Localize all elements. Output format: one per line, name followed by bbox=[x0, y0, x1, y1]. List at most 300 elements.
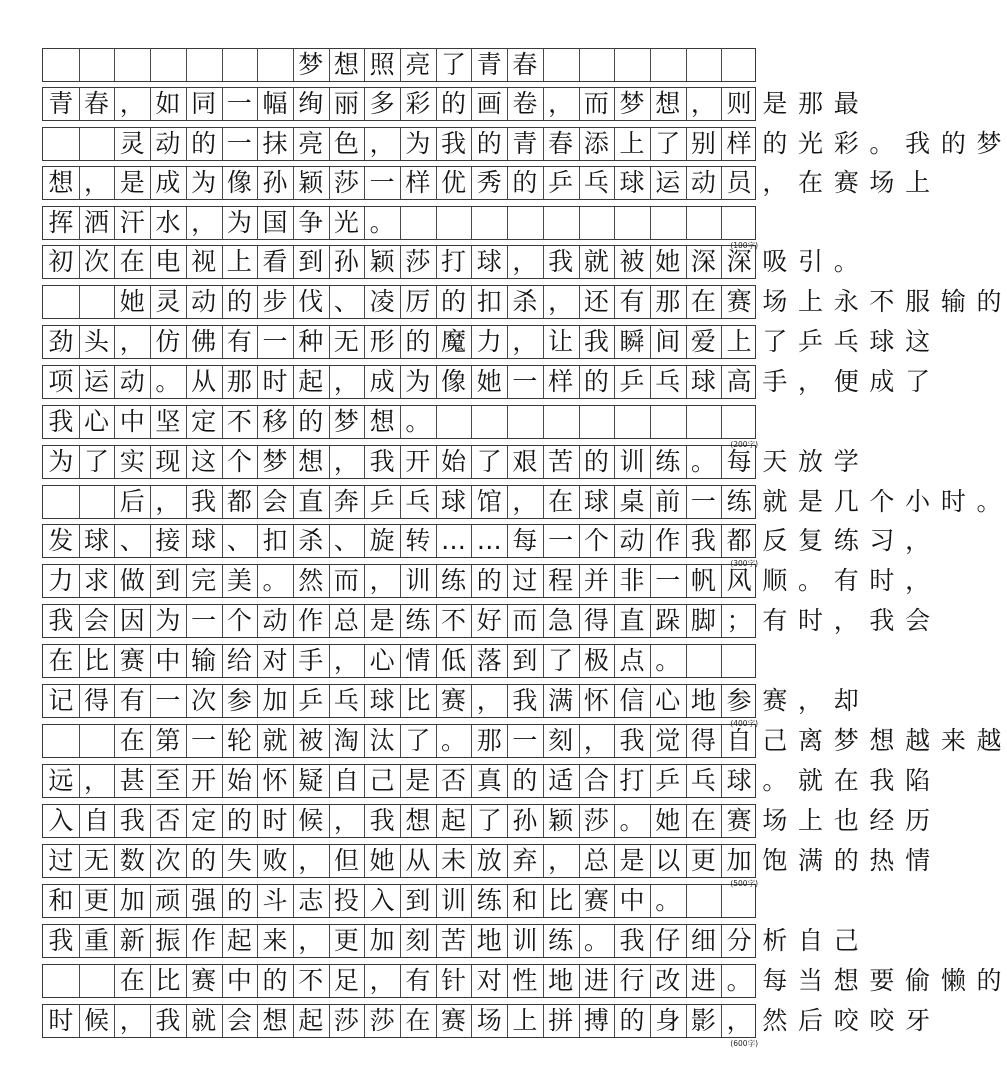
character-cell: 我 bbox=[191, 487, 217, 516]
character-cell: 加 bbox=[369, 926, 395, 955]
character-cell: 完 bbox=[191, 566, 217, 595]
text-row bbox=[42, 524, 931, 558]
character-cell: 照 bbox=[369, 50, 395, 79]
character-cell: ， bbox=[191, 208, 217, 237]
character-cell: 进 bbox=[583, 966, 609, 995]
character-cell: 每 bbox=[726, 447, 752, 476]
character-cell: 前 bbox=[655, 487, 681, 516]
character-cell: ， bbox=[119, 327, 145, 356]
character-cell: 次 bbox=[155, 846, 181, 875]
character-cell: 练 bbox=[441, 566, 467, 595]
character-cell: 。 bbox=[869, 129, 895, 158]
grid-line bbox=[650, 406, 651, 438]
character-cell: ， bbox=[369, 129, 395, 158]
character-cell: 瞬 bbox=[619, 327, 645, 356]
character-cell: 直 bbox=[298, 487, 324, 516]
character-cell: 的 bbox=[226, 287, 252, 316]
character-cell: 懒 bbox=[940, 966, 966, 995]
character-cell: 场 bbox=[762, 287, 788, 316]
character-cell: ， bbox=[512, 487, 538, 516]
character-cell: 杀 bbox=[298, 526, 324, 555]
character-cell: 时 bbox=[262, 367, 288, 396]
character-cell: 求 bbox=[84, 566, 110, 595]
title-row bbox=[42, 48, 756, 82]
character-cell: 训 bbox=[405, 566, 431, 595]
character-cell: 奔 bbox=[333, 487, 359, 516]
character-cell: 真 bbox=[476, 766, 502, 795]
character-cell: 陷 bbox=[905, 766, 931, 795]
character-cell: 动 bbox=[191, 287, 217, 316]
character-cell: 到 bbox=[155, 566, 181, 595]
character-cell: 我 bbox=[869, 766, 895, 795]
character-cell: 灵 bbox=[155, 287, 181, 316]
character-cell: 低 bbox=[441, 646, 467, 675]
character-cell: 练 bbox=[833, 526, 859, 555]
character-cell: 初 bbox=[48, 247, 74, 276]
character-cell: 也 bbox=[833, 806, 859, 835]
character-cell: 输 bbox=[940, 287, 966, 316]
character-cell: 败 bbox=[262, 846, 288, 875]
character-cell: 高 bbox=[726, 367, 752, 396]
character-cell: 参 bbox=[726, 686, 752, 715]
character-cell: 馆 bbox=[476, 487, 502, 516]
word-count-marker: (200字) bbox=[730, 440, 758, 449]
character-cell: 想 bbox=[369, 407, 395, 436]
character-cell: 然 bbox=[762, 1006, 788, 1035]
character-cell: 训 bbox=[619, 447, 645, 476]
character-cell: 不 bbox=[226, 407, 252, 436]
character-cell: 球 bbox=[191, 526, 217, 555]
character-cell: ， bbox=[583, 726, 609, 755]
character-cell: 来 bbox=[262, 926, 288, 955]
character-cell: 对 bbox=[262, 646, 288, 675]
character-cell: 第 bbox=[155, 726, 181, 755]
character-cell: 幅 bbox=[262, 89, 288, 118]
grid-line bbox=[79, 286, 80, 318]
character-cell: 。 bbox=[619, 806, 645, 835]
character-cell: 身 bbox=[655, 1006, 681, 1035]
character-cell: 是 bbox=[798, 487, 824, 516]
character-cell: 心 bbox=[84, 407, 110, 436]
character-cell: 时 bbox=[262, 806, 288, 835]
grid-line bbox=[400, 207, 401, 239]
character-cell: 起 bbox=[298, 367, 324, 396]
character-cell: 是 bbox=[405, 766, 431, 795]
character-cell: 抹 bbox=[262, 129, 288, 158]
character-cell: 开 bbox=[191, 766, 217, 795]
character-cell: 候 bbox=[84, 1006, 110, 1035]
character-cell: 从 bbox=[191, 367, 217, 396]
grid-line bbox=[257, 49, 258, 81]
character-cell: 更 bbox=[84, 886, 110, 915]
character-cell: 这 bbox=[191, 447, 217, 476]
character-cell: 球 bbox=[583, 487, 609, 516]
character-cell: 满 bbox=[798, 846, 824, 875]
character-cell: 想 bbox=[655, 89, 681, 118]
character-cell: 为 bbox=[155, 606, 181, 635]
character-cell: 的 bbox=[441, 287, 467, 316]
grid-line bbox=[721, 49, 722, 81]
character-cell: 了 bbox=[905, 367, 931, 396]
character-cell: 在 bbox=[119, 966, 145, 995]
character-cell: 数 bbox=[119, 846, 145, 875]
character-cell: 我 bbox=[512, 686, 538, 715]
character-cell: 绚 bbox=[298, 89, 324, 118]
character-cell: 而 bbox=[583, 89, 609, 118]
character-cell: 我 bbox=[369, 806, 395, 835]
character-cell: 发 bbox=[48, 526, 74, 555]
character-cell: 得 bbox=[583, 606, 609, 635]
character-cell: 偷 bbox=[905, 966, 931, 995]
character-cell: 始 bbox=[226, 766, 252, 795]
text-row bbox=[42, 924, 859, 958]
character-cell: 性 bbox=[512, 966, 538, 995]
word-count-marker: (400字) bbox=[730, 719, 758, 728]
character-cell: 过 bbox=[512, 566, 538, 595]
character-cell: 了 bbox=[655, 129, 681, 158]
grid-line bbox=[222, 49, 223, 81]
character-cell: 输 bbox=[191, 646, 217, 675]
text-row bbox=[42, 964, 1002, 998]
character-cell: 手 bbox=[298, 646, 324, 675]
grid-line bbox=[543, 207, 544, 239]
character-cell: ， bbox=[548, 287, 574, 316]
character-cell: 并 bbox=[583, 566, 609, 595]
character-cell: 美 bbox=[226, 566, 252, 595]
character-cell: 。 bbox=[798, 566, 824, 595]
character-cell: 了 bbox=[476, 806, 502, 835]
character-cell: 上 bbox=[619, 129, 645, 158]
character-cell: 怀 bbox=[262, 766, 288, 795]
character-cell: 孙 bbox=[512, 806, 538, 835]
character-cell: 从 bbox=[405, 846, 431, 875]
grid-line bbox=[79, 128, 80, 160]
character-cell: 加 bbox=[262, 686, 288, 715]
character-cell: 仿 bbox=[155, 327, 181, 356]
grid-line bbox=[721, 645, 722, 677]
character-cell: ， bbox=[298, 846, 324, 875]
character-cell: 否 bbox=[155, 806, 181, 835]
grid-line bbox=[471, 406, 472, 438]
character-cell: 转 bbox=[405, 526, 431, 555]
character-cell: 样 bbox=[726, 129, 752, 158]
character-cell: 光 bbox=[798, 129, 824, 158]
character-cell: 过 bbox=[48, 846, 74, 875]
character-cell: 在 bbox=[833, 766, 859, 795]
character-cell: 让 bbox=[548, 327, 574, 356]
character-cell: 的 bbox=[583, 367, 609, 396]
character-cell: 学 bbox=[833, 447, 859, 476]
character-cell: 为 bbox=[48, 447, 74, 476]
character-cell: 然 bbox=[298, 566, 324, 595]
character-cell: 得 bbox=[84, 686, 110, 715]
character-cell: 乒 bbox=[369, 487, 395, 516]
character-cell: 不 bbox=[869, 287, 895, 316]
grid-line bbox=[686, 406, 687, 438]
character-cell: 样 bbox=[548, 367, 574, 396]
character-cell: 优 bbox=[441, 168, 467, 197]
character-cell: 次 bbox=[191, 686, 217, 715]
character-cell: 那 bbox=[226, 367, 252, 396]
character-cell: 球 bbox=[690, 367, 716, 396]
character-cell: 颖 bbox=[298, 168, 324, 197]
character-cell: ， bbox=[333, 367, 359, 396]
character-cell: 我 bbox=[369, 447, 395, 476]
character-cell: 电 bbox=[155, 247, 181, 276]
character-cell: 每 bbox=[762, 966, 788, 995]
character-cell: 乒 bbox=[655, 766, 681, 795]
character-cell: … bbox=[441, 526, 467, 555]
grid-line bbox=[543, 49, 544, 81]
character-cell: 春 bbox=[548, 129, 574, 158]
character-cell: 种 bbox=[298, 327, 324, 356]
character-cell: 有 bbox=[833, 566, 859, 595]
character-cell: 就 bbox=[798, 766, 824, 795]
character-cell: ， bbox=[548, 846, 574, 875]
text-row bbox=[42, 724, 1002, 758]
character-cell: 得 bbox=[690, 726, 716, 755]
character-cell: 汗 bbox=[119, 208, 145, 237]
character-cell: 练 bbox=[476, 886, 502, 915]
character-cell: 梦 bbox=[976, 129, 1002, 158]
character-cell: 时 bbox=[48, 1006, 74, 1035]
character-cell: 一 bbox=[191, 606, 217, 635]
character-cell: 场 bbox=[869, 168, 895, 197]
character-cell: 画 bbox=[476, 89, 502, 118]
character-cell: 动 bbox=[262, 606, 288, 635]
character-cell: ， bbox=[298, 926, 324, 955]
character-cell: 比 bbox=[548, 886, 574, 915]
character-cell: 怀 bbox=[583, 686, 609, 715]
character-cell: 扣 bbox=[476, 287, 502, 316]
character-cell: 一 bbox=[262, 327, 288, 356]
character-cell: 深 bbox=[690, 247, 716, 276]
character-cell: 放 bbox=[798, 447, 824, 476]
character-cell: 如 bbox=[155, 89, 181, 118]
character-cell: 时 bbox=[798, 606, 824, 635]
character-cell: 就 bbox=[583, 247, 609, 276]
character-cell: ， bbox=[333, 806, 359, 835]
grid-line bbox=[79, 486, 80, 518]
character-cell: 要 bbox=[869, 966, 895, 995]
character-cell: 比 bbox=[405, 686, 431, 715]
character-cell: 春 bbox=[84, 89, 110, 118]
character-cell: 乓 bbox=[655, 367, 681, 396]
character-cell: 至 bbox=[155, 766, 181, 795]
character-cell: 梦 bbox=[833, 726, 859, 755]
character-cell: 地 bbox=[690, 686, 716, 715]
character-cell: 。 bbox=[155, 367, 181, 396]
character-cell: 了 bbox=[405, 726, 431, 755]
text-row bbox=[42, 884, 756, 918]
character-cell: 复 bbox=[798, 526, 824, 555]
character-cell: 动 bbox=[155, 129, 181, 158]
character-cell: 我 bbox=[619, 726, 645, 755]
character-cell: 那 bbox=[798, 89, 824, 118]
character-cell: 始 bbox=[441, 447, 467, 476]
character-cell: 上 bbox=[512, 1006, 538, 1035]
character-cell: 场 bbox=[476, 1006, 502, 1035]
character-cell: 我 bbox=[548, 247, 574, 276]
character-cell: 但 bbox=[333, 846, 359, 875]
character-cell: 我 bbox=[869, 606, 895, 635]
character-cell: 放 bbox=[476, 846, 502, 875]
character-cell: 就 bbox=[762, 487, 788, 516]
character-cell: 改 bbox=[655, 966, 681, 995]
character-cell: 莎 bbox=[583, 806, 609, 835]
character-cell: 手 bbox=[762, 367, 788, 396]
text-row bbox=[42, 245, 859, 279]
character-cell: 形 bbox=[369, 327, 395, 356]
character-cell: 在 bbox=[119, 247, 145, 276]
character-cell: 我 bbox=[155, 1006, 181, 1035]
text-row bbox=[42, 684, 859, 718]
character-cell: 杀 bbox=[512, 287, 538, 316]
character-cell: 成 bbox=[369, 367, 395, 396]
character-cell: 凌 bbox=[369, 287, 395, 316]
character-cell: 我 bbox=[48, 407, 74, 436]
character-cell: 颖 bbox=[548, 806, 574, 835]
character-cell: 、 bbox=[333, 526, 359, 555]
character-cell: 我 bbox=[583, 327, 609, 356]
character-cell: 。 bbox=[655, 646, 681, 675]
character-cell: 细 bbox=[690, 926, 716, 955]
character-cell: 在 bbox=[690, 806, 716, 835]
text-row bbox=[42, 644, 756, 678]
character-cell: 好 bbox=[476, 606, 502, 635]
character-cell: 还 bbox=[583, 287, 609, 316]
character-cell: 一 bbox=[548, 526, 574, 555]
character-cell: 个 bbox=[583, 526, 609, 555]
character-cell: 后 bbox=[798, 1006, 824, 1035]
character-cell: 比 bbox=[155, 966, 181, 995]
character-cell: 有 bbox=[762, 606, 788, 635]
character-cell: 她 bbox=[655, 806, 681, 835]
grid-line bbox=[614, 406, 615, 438]
character-cell: 的 bbox=[976, 287, 1002, 316]
character-cell: 上 bbox=[226, 247, 252, 276]
character-cell: 爱 bbox=[690, 327, 716, 356]
character-cell: 艰 bbox=[512, 447, 538, 476]
character-cell: 无 bbox=[84, 846, 110, 875]
character-cell: 以 bbox=[655, 846, 681, 875]
text-row bbox=[42, 764, 931, 798]
character-cell: 心 bbox=[655, 686, 681, 715]
character-cell: 在 bbox=[548, 487, 574, 516]
character-cell: 莎 bbox=[333, 1006, 359, 1035]
character-cell: 的 bbox=[940, 129, 966, 158]
character-cell: 情 bbox=[905, 846, 931, 875]
character-cell: 球 bbox=[869, 327, 895, 356]
character-cell: 搏 bbox=[583, 1006, 609, 1035]
character-cell: 我 bbox=[619, 926, 645, 955]
character-cell: 急 bbox=[548, 606, 574, 635]
character-cell: 和 bbox=[512, 886, 538, 915]
character-cell: 无 bbox=[333, 327, 359, 356]
character-cell: 都 bbox=[726, 526, 752, 555]
character-cell: 一 bbox=[226, 89, 252, 118]
character-cell: 力 bbox=[48, 566, 74, 595]
grid-line bbox=[79, 49, 80, 81]
character-cell: ； bbox=[726, 606, 752, 635]
grid-line bbox=[507, 207, 508, 239]
character-cell: 青 bbox=[48, 89, 74, 118]
character-cell: 运 bbox=[84, 367, 110, 396]
character-cell: 的 bbox=[191, 846, 217, 875]
text-row bbox=[42, 127, 1002, 161]
character-cell: ， bbox=[84, 168, 110, 197]
character-cell: 像 bbox=[441, 367, 467, 396]
character-cell: 上 bbox=[798, 806, 824, 835]
character-cell: 想 bbox=[833, 966, 859, 995]
character-cell: 开 bbox=[405, 447, 431, 476]
character-cell: 想 bbox=[48, 168, 74, 197]
text-row bbox=[42, 285, 1002, 319]
character-cell: 样 bbox=[405, 168, 431, 197]
character-cell: 会 bbox=[262, 487, 288, 516]
character-cell: 劲 bbox=[48, 327, 74, 356]
character-cell: 乓 bbox=[405, 487, 431, 516]
character-cell: 帆 bbox=[690, 566, 716, 595]
character-cell: 视 bbox=[191, 247, 217, 276]
character-cell: 的 bbox=[976, 966, 1002, 995]
character-cell: 球 bbox=[441, 487, 467, 516]
character-cell: 疑 bbox=[298, 766, 324, 795]
character-cell: 天 bbox=[762, 447, 788, 476]
character-cell: 强 bbox=[191, 886, 217, 915]
character-cell: 被 bbox=[298, 726, 324, 755]
character-cell: ， bbox=[798, 686, 824, 715]
character-cell: 球 bbox=[619, 168, 645, 197]
character-cell: 洒 bbox=[84, 208, 110, 237]
character-cell: 吸 bbox=[762, 247, 788, 276]
character-cell: 几 bbox=[833, 487, 859, 516]
character-cell: 轮 bbox=[226, 726, 252, 755]
character-cell: ， bbox=[333, 447, 359, 476]
character-cell: ， bbox=[119, 89, 145, 118]
character-cell: 析 bbox=[762, 926, 788, 955]
character-cell: 乒 bbox=[619, 367, 645, 396]
character-cell: 她 bbox=[119, 287, 145, 316]
character-cell: 在 bbox=[405, 1006, 431, 1035]
character-cell: 个 bbox=[869, 487, 895, 516]
text-row bbox=[42, 844, 931, 878]
character-cell: 时 bbox=[940, 487, 966, 516]
character-cell: 亮 bbox=[405, 50, 431, 79]
character-cell: 运 bbox=[655, 168, 681, 197]
character-cell: 动 bbox=[119, 367, 145, 396]
character-cell: 一 bbox=[512, 726, 538, 755]
character-cell: 想 bbox=[405, 806, 431, 835]
character-cell: ， bbox=[369, 566, 395, 595]
character-cell: 否 bbox=[441, 766, 467, 795]
character-cell: 地 bbox=[476, 926, 502, 955]
character-cell: 风 bbox=[726, 566, 752, 595]
character-cell: 中 bbox=[155, 646, 181, 675]
character-cell: 时 bbox=[869, 566, 895, 595]
character-cell: ， bbox=[905, 566, 931, 595]
character-cell: 比 bbox=[84, 646, 110, 675]
character-cell: 桌 bbox=[619, 487, 645, 516]
character-cell: 中 bbox=[226, 966, 252, 995]
character-cell: 不 bbox=[298, 966, 324, 995]
character-cell: 青 bbox=[476, 50, 502, 79]
character-cell: 上 bbox=[798, 287, 824, 316]
character-cell: ， bbox=[762, 168, 788, 197]
character-cell: 我 bbox=[441, 129, 467, 158]
character-cell: 会 bbox=[905, 606, 931, 635]
character-cell: 动 bbox=[690, 168, 716, 197]
